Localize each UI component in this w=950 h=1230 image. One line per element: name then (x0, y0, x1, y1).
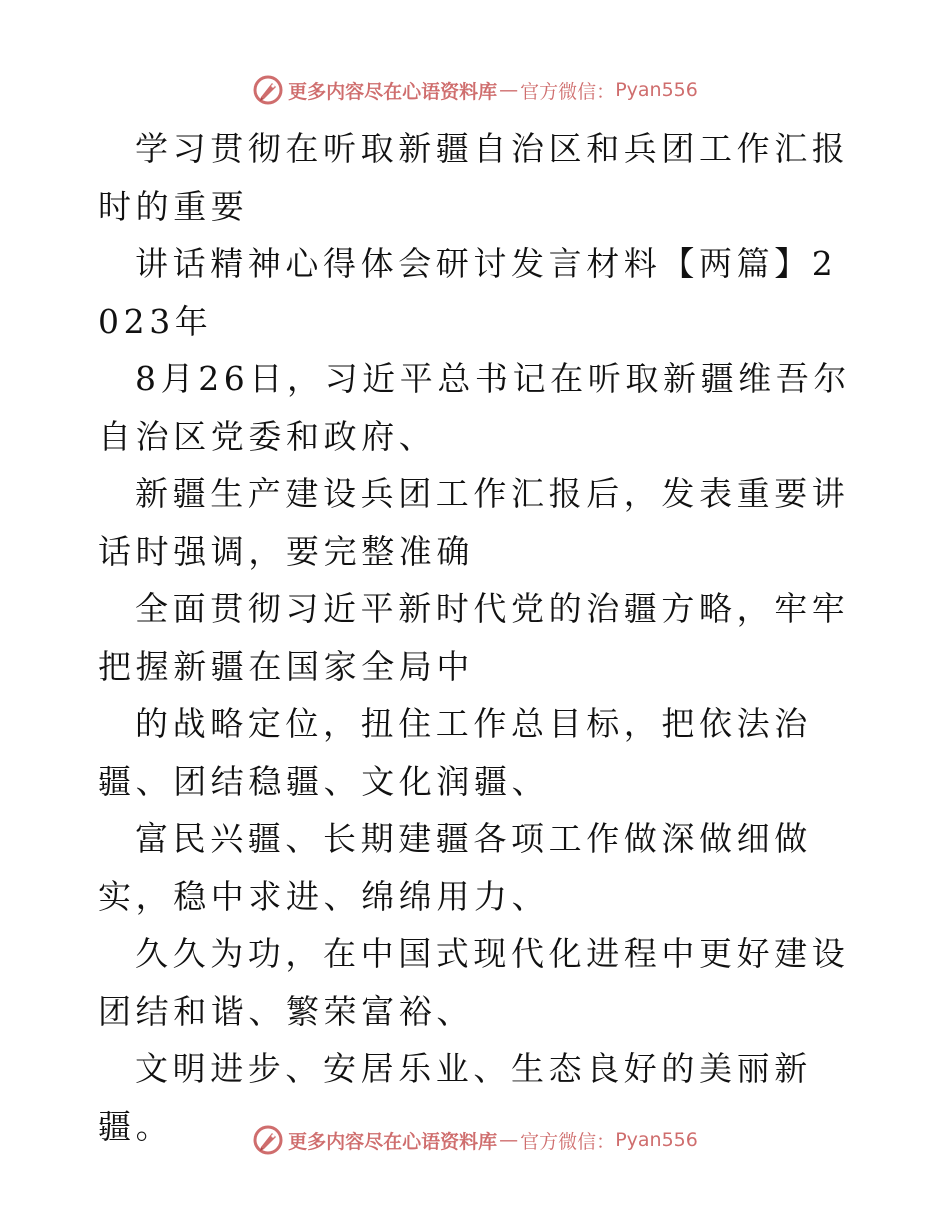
footer-watermark (0, 1122, 950, 1158)
watermark-contact-label: 官方微信： (520, 80, 616, 103)
watermark-separator: — (499, 1129, 519, 1151)
paragraph: 8月26日，习近平总书记在听取新疆维吾尔自治区党委和政府、 (98, 359, 851, 456)
header-watermark (0, 72, 950, 108)
paragraph: 富民兴疆、长期建疆各项工作做深做细做实，稳中求进、绵绵用力、 (98, 819, 812, 916)
watermark-contact-handle: Pyan556 (615, 1129, 698, 1151)
watermark-brand: 更多内容尽在心语资料库 (288, 1130, 498, 1153)
watermark-separator: — (499, 79, 519, 101)
watermark-contact-label: 官方微信： (520, 1130, 616, 1153)
paragraph-title-line-2: 讲话精神心得体会研讨发言材料【两篇】2023年 (98, 244, 838, 341)
paragraph: 全面贯彻习近平新时代党的治疆方略，牢牢把握新疆在国家全局中 (98, 589, 850, 686)
watermark-brand: 更多内容尽在心语资料库 (288, 80, 498, 103)
paragraph: 久久为功，在中国式现代化进程中更好建设团结和谐、繁荣富裕、 (98, 934, 850, 1031)
document-body (98, 120, 858, 1155)
pen-nib-logo-icon (252, 1124, 284, 1156)
paragraph: 新疆生产建设兵团工作汇报后，发表重要讲话时强调，要完整准确 (98, 474, 850, 571)
pen-nib-logo-icon (252, 74, 284, 106)
watermark-contact-handle: Pyan556 (615, 79, 698, 101)
paragraph: 的战略定位，扭住工作总目标，把依法治疆、团结稳疆、文化润疆、 (98, 704, 812, 801)
paragraph: 文明进步、安居乐业、生态良好的美丽新疆。 (98, 1049, 812, 1146)
paragraph-title-line-1: 学习贯彻在听取新疆自治区和兵团工作汇报时的重要 (98, 129, 850, 226)
